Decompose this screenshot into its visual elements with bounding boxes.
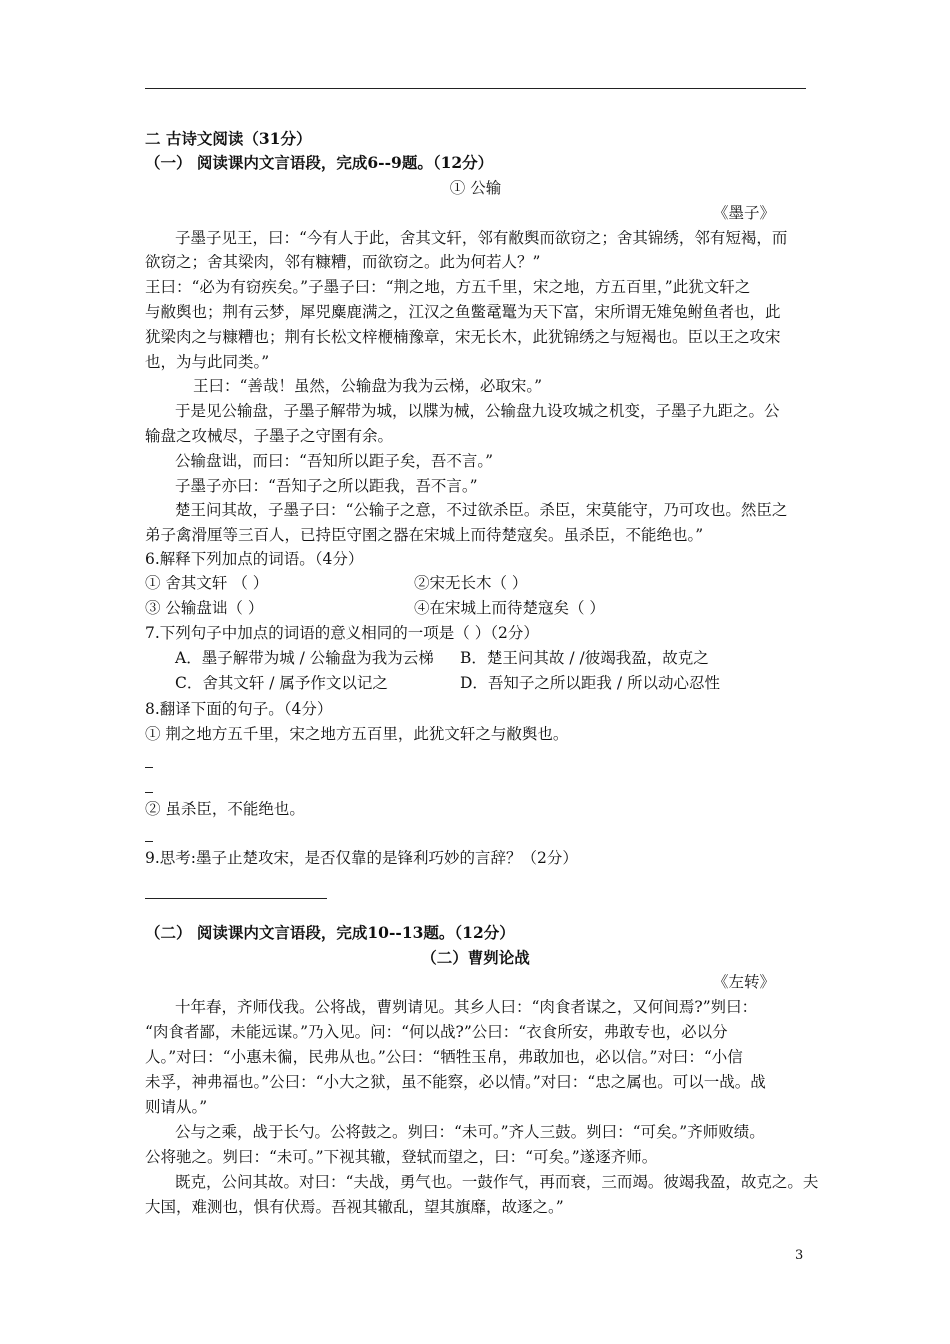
passage1-line: 也，为与此同类。” [145,353,270,371]
answer-line [145,898,327,899]
page-number: 3 [795,1248,804,1263]
passage1-line: 输盘之攻械尽，子墨子之守圉有余。 [145,427,394,445]
part2-heading: （二） 阅读课内文言语段，完成10--13题。（12分） [145,923,515,942]
q6-option-c: ③ 公输盘诎（ ） [145,599,264,617]
passage2-line: 未孚，神弗福也。”公曰：“小大之狱，虽不能察，必以情。”对曰：“忠之属也。可以一战。战 [145,1073,766,1091]
q9-stem: 9.思考:墨子止楚攻宋，是否仅靠的是锋利巧妙的言辞？（2分） [145,849,578,867]
passage1-line: 公输盘诎，而曰：“吾知所以距子矣，吾不言。” [175,452,494,470]
q8-sentence-2: ② 虽杀臣，不能绝也。 [145,800,305,818]
passage2-line: 公与之乘，战于长勺。公将鼓之。刿曰：“未可。”齐人三鼓。刿曰：“可矣。”齐师败绩。 [175,1123,765,1141]
passage1-line: 楚王问其故，子墨子曰：“公输子之意，不过欲杀臣。杀臣，宋莫能守，乃可攻也。然臣之 [175,501,788,519]
passage2-line: 十年春，齐师伐我。公将战，曹刿请见。其乡人曰：“肉食者谋之，又何间焉?”刿曰： [175,998,758,1016]
part1-source: 《墨子》 [712,204,775,222]
passage2-line: “肉食者鄙，未能远谋。”乃入见。问：“何以战?”公曰：“衣食所安，弗敢专也，必以分 [145,1023,728,1041]
q6-option-d: ④在宋城上而待楚寇矣（ ） [414,599,605,617]
passage2-line: 大国，难测也，惧有伏焉。吾视其辙乱，望其旗靡，故逐之。” [145,1198,564,1216]
part2-source: 《左转》 [712,973,775,991]
q7-option-c: C．舍其文轩 / 属予作文以记之 [175,674,388,692]
q7-option-b: B．楚王问其故 / /彼竭我盈，故克之 [460,649,709,667]
passage2-line: 既克，公问其故。对曰：“夫战，勇气也。一鼓作气，再而衰，三而竭。彼竭我盈，故克之。夫 [175,1173,819,1191]
answer-line [145,792,153,793]
passage1-line: 王曰：“善哉！虽然，公输盘为我为云梯，必取宋。” [193,377,543,395]
q7-stem: 7.下列句子中加点的词语的意义相同的一项是（ ）（2分） [145,624,539,642]
passage1-line: 子墨子亦曰：“吾知子之所以距我，吾不言。” [175,477,478,495]
answer-line [145,767,153,768]
q6-option-b: ②宋无长木（ ） [414,574,528,592]
passage2-line: 公将驰之。刿曰：“未可。”下视其辙，登轼而望之，曰：“可矣。”遂逐齐师。 [145,1148,658,1166]
passage2-line: 则请从。” [145,1098,208,1116]
top-rule [145,88,806,89]
q7-option-d: D．吾知子之所以距我 / 所以动心忍性 [460,674,721,692]
answer-line [145,841,153,842]
q8-sentence-1: ① 荆之地方五千里，宋之地方五百里，此犹文轩之与敝舆也。 [145,725,569,743]
q6-stem: 6.解释下列加点的词语。（4分） [145,550,364,568]
passage1-line: 弟子禽滑厘等三百人，已持臣守圉之器在宋城上而待楚寇矣。虽杀臣，不能绝也。” [145,526,704,544]
passage1-line: 欲窃之；舍其梁肉，邻有糠糟，而欲窃之。此为何若人？” [145,253,541,271]
part1-heading: （一） 阅读课内文言语段，完成6--9题。（12分） [145,153,494,172]
passage1-line: 子墨子见王，曰：“今有人于此，舍其文轩，邻有敝舆而欲窃之；舍其锦绣，邻有短褐，而 [175,229,788,247]
q6-option-a: ① 舍其文轩 （ ） [145,574,269,592]
q8-stem: 8.翻译下面的句子。（4分） [145,700,333,718]
passage1-line: 王曰：“必为有窃疾矣。”子墨子曰：“荆之地，方五千里，宋之地，方五百里，”此犹文轩之 [145,278,751,296]
section-heading: 二 古诗文阅读（31分） [145,129,312,148]
passage1-line: 犹梁肉之与糠糟也；荆有长松文梓楩楠豫章，宋无长木，此犹锦绣之与短褐也。臣以王之攻宋 [145,328,781,346]
passage2-line: 人。”对曰：“小惠未徧，民弗从也。”公曰：“牺牲玉帛，弗敢加也，必以信。”对曰：“小信 [145,1048,743,1066]
passage1-line: 于是见公输盘，子墨子解带为城，以牒为械，公输盘九设攻城之机变，子墨子九距之。公 [175,402,780,420]
passage1-line: 与敝舆也；荆有云梦，犀兕麋鹿满之，江汉之鱼鳖鼋鼍为天下富，宋所谓无雉兔鲋鱼者也，此 [145,303,781,321]
part1-title: ① 公输 [449,179,502,197]
q7-option-a: A．墨子解带为城 / 公输盘为我为云梯 [175,649,434,667]
part2-title: （二）曹刿论战 [421,948,530,967]
